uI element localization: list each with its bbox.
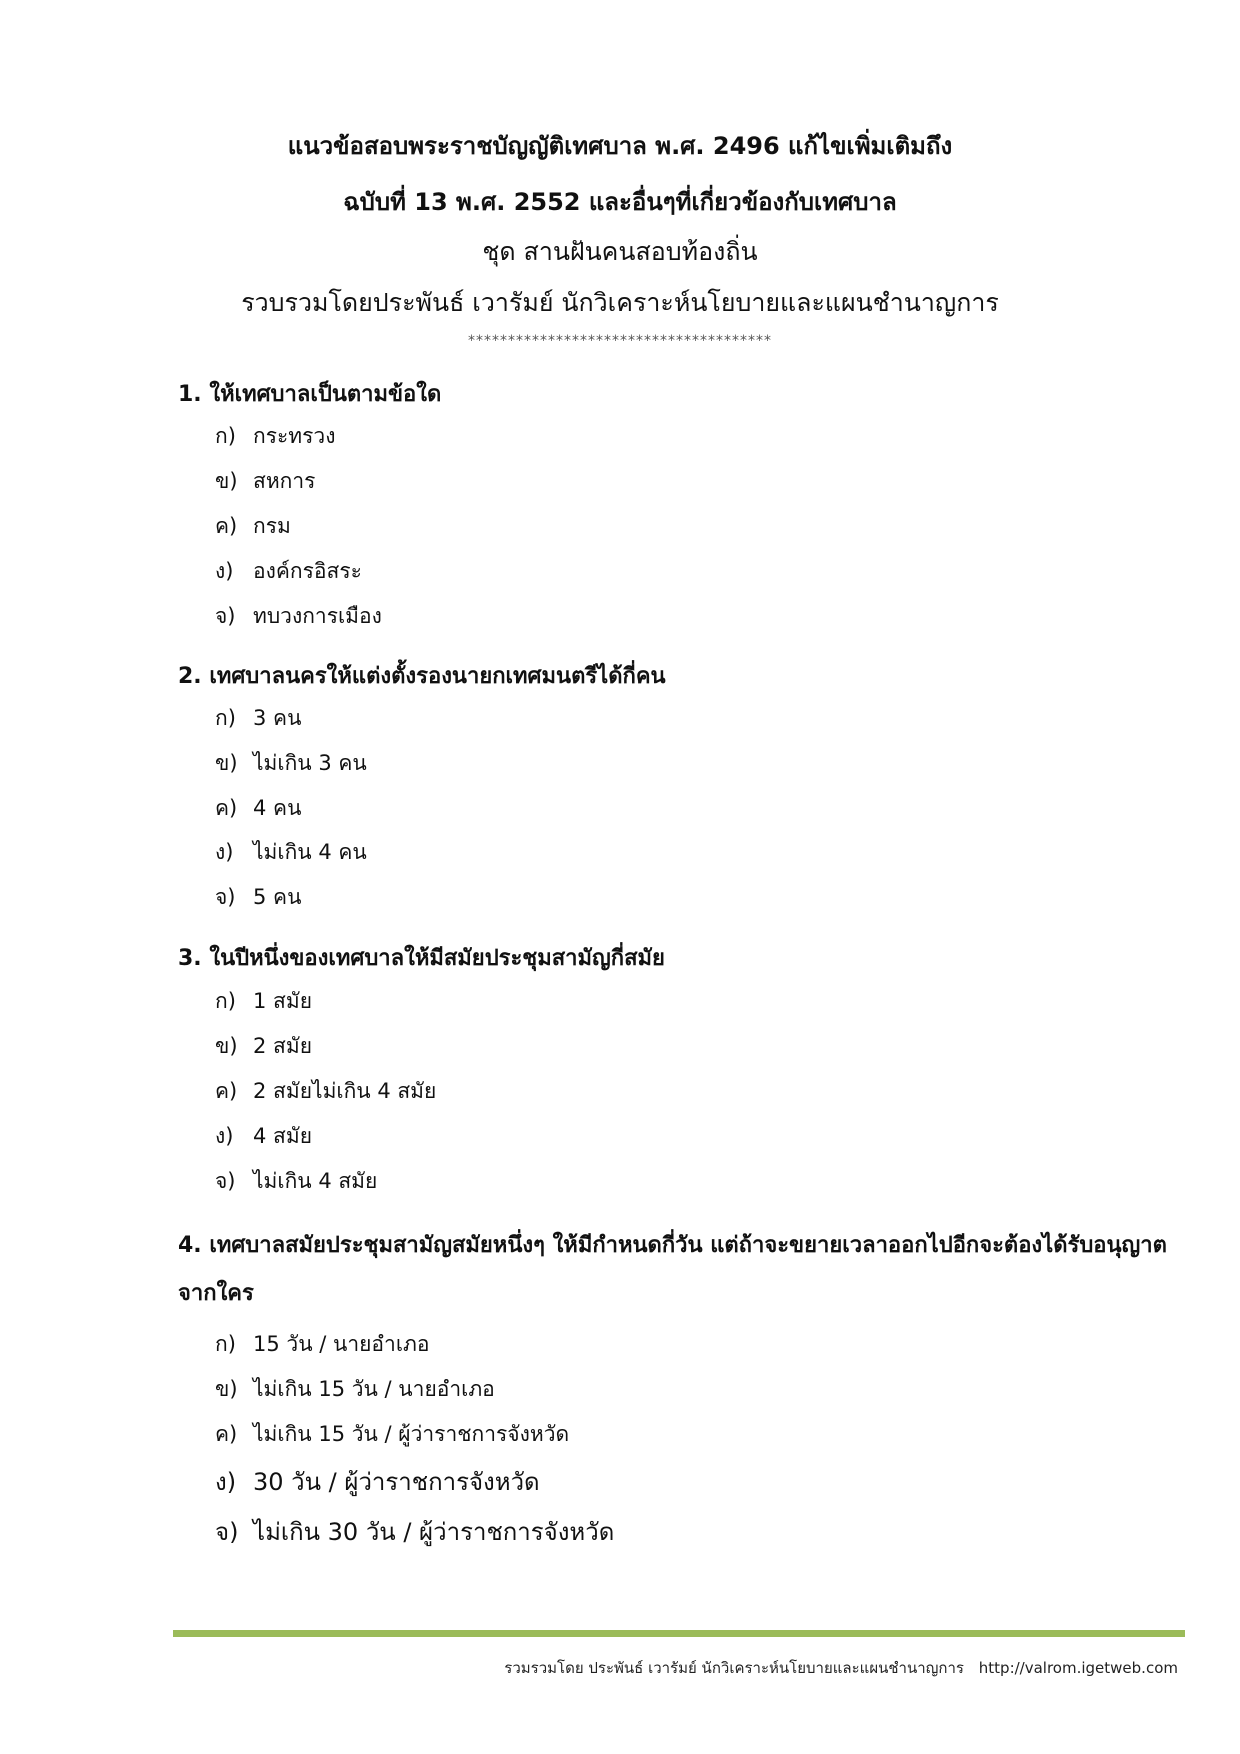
question-1-option-d (215, 555, 362, 588)
question-2-option-b (215, 747, 367, 780)
question-2-option-e (215, 881, 301, 914)
question-2-option-c (215, 792, 301, 825)
option-letter: ข) (215, 1034, 238, 1058)
option-letter: ง) (215, 559, 234, 583)
option-text: ไม่เกิน 15 วัน / นายอำเภอ (253, 1377, 495, 1401)
option-text: 30 วัน / ผู้ว่าราชการจังหวัด (253, 1468, 540, 1496)
question-1-option-e (215, 600, 382, 633)
option-letter: ข) (215, 751, 238, 775)
option-letter: ก) (215, 424, 236, 448)
option-text: 5 คน (253, 885, 302, 909)
option-letter: จ) (215, 885, 236, 909)
option-text: ไม่เกิน 4 คน (253, 840, 367, 864)
option-text: ไม่เกิน 4 สมัย (253, 1169, 378, 1193)
question-3-option-d (215, 1120, 312, 1153)
series-name: ชุด สานฝันคนสอบท้องถิ่น (482, 237, 758, 266)
question-3: 3. ในปีหนึ่งของเทศบาลให้มีสมัยประชุมสามัญกี่สมัย (178, 946, 665, 971)
option-letter: ก) (215, 706, 236, 730)
question-3-option-c (215, 1075, 436, 1108)
asterisk-divider: ************************************** (468, 333, 772, 349)
document-title-line-2: ฉบับที่ 13 พ.ศ. 2552 และอื่นๆที่เกี่ยวข้องกับเทศบาล (343, 188, 897, 216)
option-letter: ค) (215, 796, 238, 820)
question-1-option-c (215, 510, 291, 543)
option-letter: ง) (215, 1124, 234, 1148)
option-letter: ข) (215, 469, 238, 493)
question-3-option-b (215, 1030, 312, 1063)
option-text: 4 สมัย (253, 1124, 313, 1148)
page-footer (504, 1656, 1178, 1680)
option-letter: ก) (215, 989, 236, 1013)
option-text: ทบวงการเมือง (253, 604, 382, 628)
question-2-option-a (215, 702, 301, 735)
question-4-option-b (215, 1373, 495, 1406)
option-letter: ง) (215, 840, 234, 864)
question-1-option-a (215, 420, 335, 453)
option-letter: ค) (215, 1422, 238, 1446)
question-4-option-a (215, 1328, 429, 1361)
option-text: 2 สมัยไม่เกิน 4 สมัย (253, 1079, 437, 1103)
option-text: 1 สมัย (253, 989, 313, 1013)
option-letter: ง) (215, 1468, 237, 1496)
option-text: 2 สมัย (253, 1034, 313, 1058)
option-text: ไม่เกิน 15 วัน / ผู้ว่าราชการจังหวัด (253, 1422, 570, 1446)
option-letter: ก) (215, 1332, 236, 1356)
question-4-option-d (215, 1462, 540, 1501)
option-letter: จ) (215, 604, 236, 628)
option-text: กระทรวง (253, 424, 336, 448)
option-letter: ข) (215, 1377, 238, 1401)
compiler-credit: รวบรวมโดยประพันธ์ เวารัมย์ นักวิเคราะห์นโยบายและแผนชำนาญการ (241, 288, 999, 317)
footer-url: http://valrom.igetweb.com (978, 1659, 1178, 1677)
question-2: 2. เทศบาลนครให้แต่งตั้งรองนายกเทศมนตรีได้กี่คน (178, 664, 666, 689)
question-4: 4. เทศบาลสมัยประชุมสามัญสมัยหนึ่งๆ ให้มีกำหนดกี่วัน แต่ถ้าจะขยายเวลาออกไปอีกจะต้องได้รับอนุญาตจากใคร (178, 1233, 1167, 1306)
option-letter: จ) (215, 1169, 236, 1193)
question-1: 1. ให้เทศบาลเป็นตามข้อใด (178, 382, 442, 407)
option-text: สหการ (253, 469, 316, 493)
question-2-option-d (215, 836, 367, 869)
question-4-option-c (215, 1418, 569, 1451)
option-letter: ค) (215, 514, 238, 538)
question-3-option-e (215, 1165, 377, 1198)
option-text: กรม (253, 514, 291, 538)
footer-credit: รวมรวมโดย ประพันธ์ เวารัมย์ นักวิเคราะห์นโยบายและแผนชำนาญการ (504, 1659, 964, 1677)
question-3-option-a (215, 985, 312, 1018)
footer-rule (173, 1630, 1185, 1637)
option-letter: จ) (215, 1518, 239, 1546)
option-text: 4 คน (253, 796, 302, 820)
option-text: ไม่เกิน 3 คน (253, 751, 367, 775)
option-text: 15 วัน / นายอำเภอ (253, 1332, 430, 1356)
document-title-line-1: แนวข้อสอบพระราชบัญญัติเทศบาล พ.ศ. 2496 แก้ไขเพิ่มเติมถึง (287, 132, 953, 160)
question-4-option-e (215, 1512, 614, 1551)
option-letter: ค) (215, 1079, 238, 1103)
option-text: 3 คน (253, 706, 302, 730)
option-text: องค์กรอิสระ (253, 559, 362, 583)
option-text: ไม่เกิน 30 วัน / ผู้ว่าราชการจังหวัด (253, 1518, 615, 1546)
question-1-option-b (215, 465, 315, 498)
